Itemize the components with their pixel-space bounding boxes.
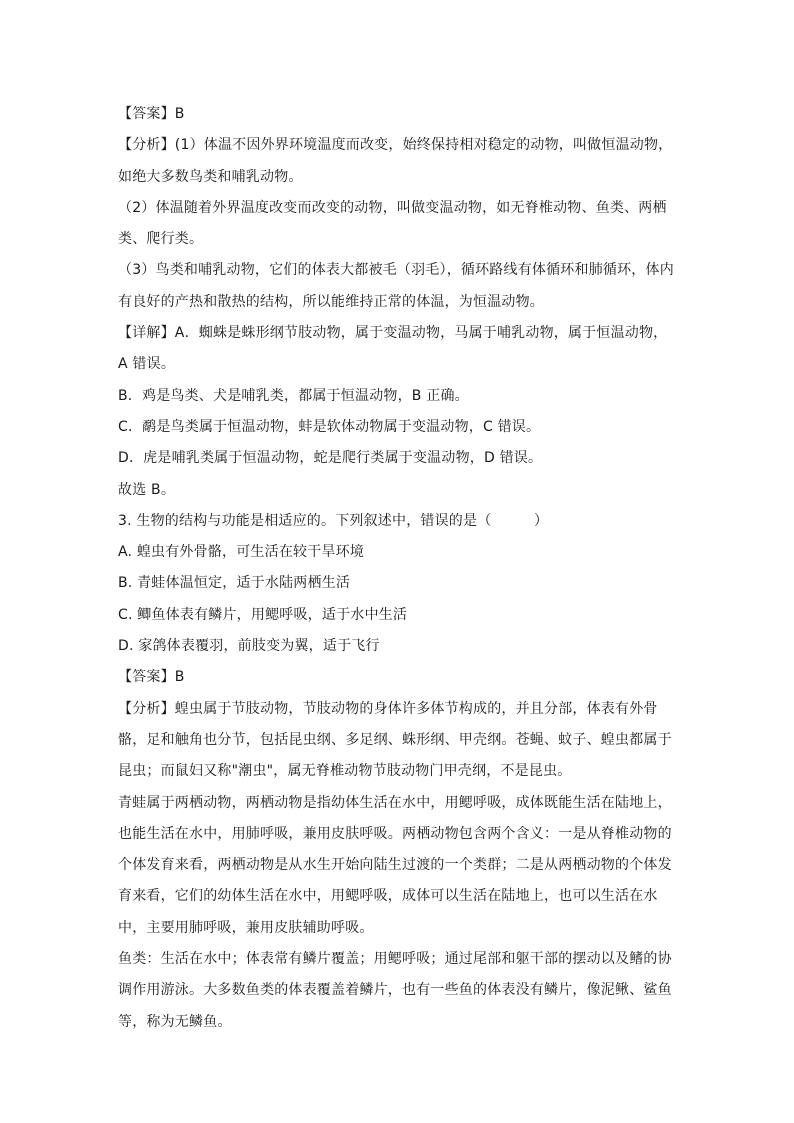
detail-option: B．鸡是鸟类、犬是哺乳类，都属于恒温动物，B 正确。 (118, 387, 469, 404)
analysis-paragraph: 青蛙属于两栖动物，两栖动物是指幼体生活在水中，用鳃呼吸，成体既能生活在陆地上， (118, 794, 672, 811)
analysis-paragraph: 有良好的产热和散热的结构，所以能维持正常的体温，为恒温动物。 (118, 293, 544, 310)
analysis-paragraph: 【分析】(1）体温不因外界环境温度而改变，始终保持相对稳定的动物，叫做恒温动物， (118, 137, 673, 154)
analysis-paragraph: 如绝大多数鸟类和哺乳动物。 (118, 168, 303, 185)
analysis-paragraph: 也能生活在水中，用肺呼吸，兼用皮肤呼吸。两栖动物包含两个含义：一是从脊椎动物的 (118, 825, 672, 842)
analysis-paragraph: （2）体温随着外界温度改变而改变的动物，叫做变温动物，如无脊椎动物、鱼类、两栖 (118, 199, 667, 216)
detail-option: C．鹬是鸟类属于恒温动物，蚌是软体动物属于变温动物，C 错误。 (118, 418, 541, 435)
answer-label: 【答案】B (118, 669, 185, 686)
question-option: B. 青蛙体温恒定，适于水陆两栖生活 (118, 575, 351, 592)
analysis-paragraph: 类、爬行类。 (118, 231, 204, 248)
answer-label: 【答案】B (118, 106, 185, 122)
question-option: A. 蝗虫有外骨骼，可生活在较干旱环境 (118, 544, 365, 561)
question-stem: 3. 生物的结构与功能是相适应的。下列叙述中，错误的是（ ） (118, 512, 549, 529)
detail-option: D．虎是哺乳类属于恒温动物，蛇是爬行类属于变温动物，D 错误。 (118, 450, 543, 467)
analysis-paragraph: 个体发育来看，两栖动物是从水生开始向陆生过渡的一个类群；二是从两栖动物的个体发 (118, 857, 672, 874)
analysis-paragraph: 鱼类：生活在水中；体表常有鳞片覆盖；用鳃呼吸；通过尾部和躯干部的摆动以及鳍的协 (118, 951, 672, 968)
analysis-paragraph: 调作用游泳。大多数鱼类的体表覆盖着鳞片，也有一些鱼的体表没有鳞片，像泥鳅、鲨鱼 (118, 982, 672, 999)
analysis-paragraph: 昆虫；而鼠妇又称"潮虫"，属无脊椎动物节肢动物门甲壳纲，不是昆虫。 (118, 763, 572, 780)
analysis-paragraph: 等，称为无鳞鱼。 (118, 1013, 232, 1030)
document-body (118, 99, 678, 1038)
conclusion-line: 故选 B。 (118, 481, 176, 498)
question-option: D. 家鸽体表覆羽，前肢变为翼，适于飞行 (118, 638, 380, 655)
detail-paragraph: 【详解】A．蜘蛛是蛛形纲节肢动物，属于变温动物，马属于哺乳动物，属于恒温动物， (118, 325, 668, 342)
analysis-paragraph: 【分析】蝗虫属于节肢动物，节肢动物的身体许多体节构成的，并且分部，体表有外骨 (118, 700, 658, 717)
analysis-paragraph: 中，主要用肺呼吸，兼用皮肤辅助呼吸。 (118, 919, 374, 936)
analysis-paragraph: 育来看，它们的幼体生活在水中，用鳃呼吸，成体可以生活在陆地上，也可以生活在水 (118, 888, 658, 905)
analysis-paragraph: （3）鸟类和哺乳动物，它们的体表大都被毛（羽毛），循环路线有体循环和肺循环，体内 (118, 262, 674, 279)
analysis-paragraph: 骼，足和触角也分节，包括昆虫纲、多足纲、蛛形纲、甲壳纲。苍蝇、蚊子、蝗虫都属于 (118, 731, 672, 748)
detail-paragraph: A 错误。 (118, 356, 176, 373)
question-option: C. 鲫鱼体表有鳞片，用鳃呼吸，适于水中生活 (118, 606, 408, 623)
